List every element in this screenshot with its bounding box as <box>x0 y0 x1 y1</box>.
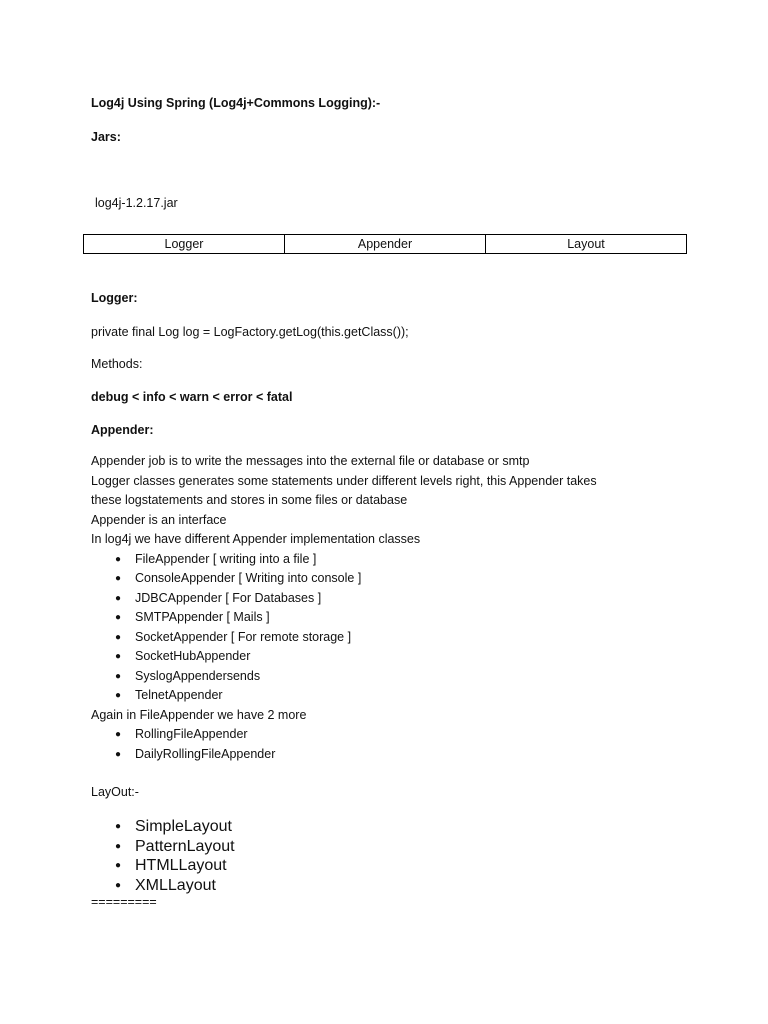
table-cell-logger: Logger <box>84 235 285 254</box>
bullet-icon: ● <box>115 879 122 891</box>
appender-classes-list <box>91 550 597 706</box>
bullet-icon: ● <box>115 748 122 760</box>
appender-line: Logger classes generates some statements under different levels right, this Appender takes <box>91 473 597 488</box>
table-cell-appender: Appender <box>285 235 486 254</box>
list-item: ● SocketHubAppender <box>91 647 597 667</box>
bullet-icon: ● <box>115 840 122 852</box>
list-item: ● XMLLayout <box>115 876 216 894</box>
appender-line: In log4j we have different Appender implementation classes <box>91 532 421 546</box>
bullet-icon: ● <box>115 612 122 623</box>
jars-heading: Jars: <box>91 130 121 144</box>
list-item: ● PatternLayout <box>115 837 235 855</box>
bullet-icon: ● <box>115 821 122 832</box>
list-item: ● TelnetAppender <box>91 686 597 706</box>
list-item: ● ConsoleAppender [ Writing into console ] <box>91 569 597 589</box>
bullet-icon: ● <box>115 553 122 565</box>
bullet-icon: ● <box>115 631 122 643</box>
file-appender-note: Again in FileAppender we have 2 more <box>91 707 307 722</box>
list-item: ● SMTPAppender [ Mails ] <box>91 608 597 628</box>
logger-heading: Logger: <box>91 291 138 305</box>
bullet-icon: ● <box>115 573 122 584</box>
bullet-icon: ● <box>115 592 122 604</box>
doc-title: Log4j Using Spring (Log4j+Commons Logging):- <box>91 96 381 110</box>
bullet-icon: ● <box>115 690 122 701</box>
components-table <box>83 234 687 254</box>
appender-line: Appender job is to write the messages into the external file or database or smtp <box>91 454 530 468</box>
list-item: ● SyslogAppendersends <box>91 667 597 687</box>
table-row <box>84 235 687 254</box>
levels-line: debug < info < warn < error < fatal <box>91 390 293 404</box>
list-item: ● DailyRollingFileAppender <box>91 745 597 765</box>
methods-label: Methods: <box>91 357 143 371</box>
list-item: ● RollingFileAppender <box>91 725 597 745</box>
separator-line: ========= <box>91 895 157 909</box>
appender-section <box>91 452 597 764</box>
layout-heading: LayOut:- <box>91 785 139 799</box>
jar-filename: log4j-1.2.17.jar <box>95 196 178 210</box>
list-item: ● FileAppender [ writing into a file ] <box>91 550 597 570</box>
file-appender-list <box>91 725 597 764</box>
list-item: ● JDBCAppender [ For Databases ] <box>91 589 597 609</box>
bullet-icon: ● <box>115 729 122 740</box>
bullet-icon: ● <box>115 860 122 871</box>
logger-code-line: private final Log log = LogFactory.getLog(this.getClass()); <box>91 325 409 339</box>
list-item: ● SimpleLayout <box>115 818 232 835</box>
appender-line: Appender is an interface <box>91 512 227 527</box>
appender-line: these logstatements and stores in some files or database <box>91 493 408 507</box>
appender-heading: Appender: <box>91 423 154 437</box>
bullet-icon: ● <box>115 651 122 662</box>
layout-list <box>91 817 235 895</box>
list-item: ● HTMLLayout <box>115 857 227 874</box>
bullet-icon: ● <box>115 670 122 682</box>
table-cell-layout: Layout <box>486 235 687 254</box>
list-item: ● SocketAppender [ For remote storage ] <box>91 628 597 648</box>
